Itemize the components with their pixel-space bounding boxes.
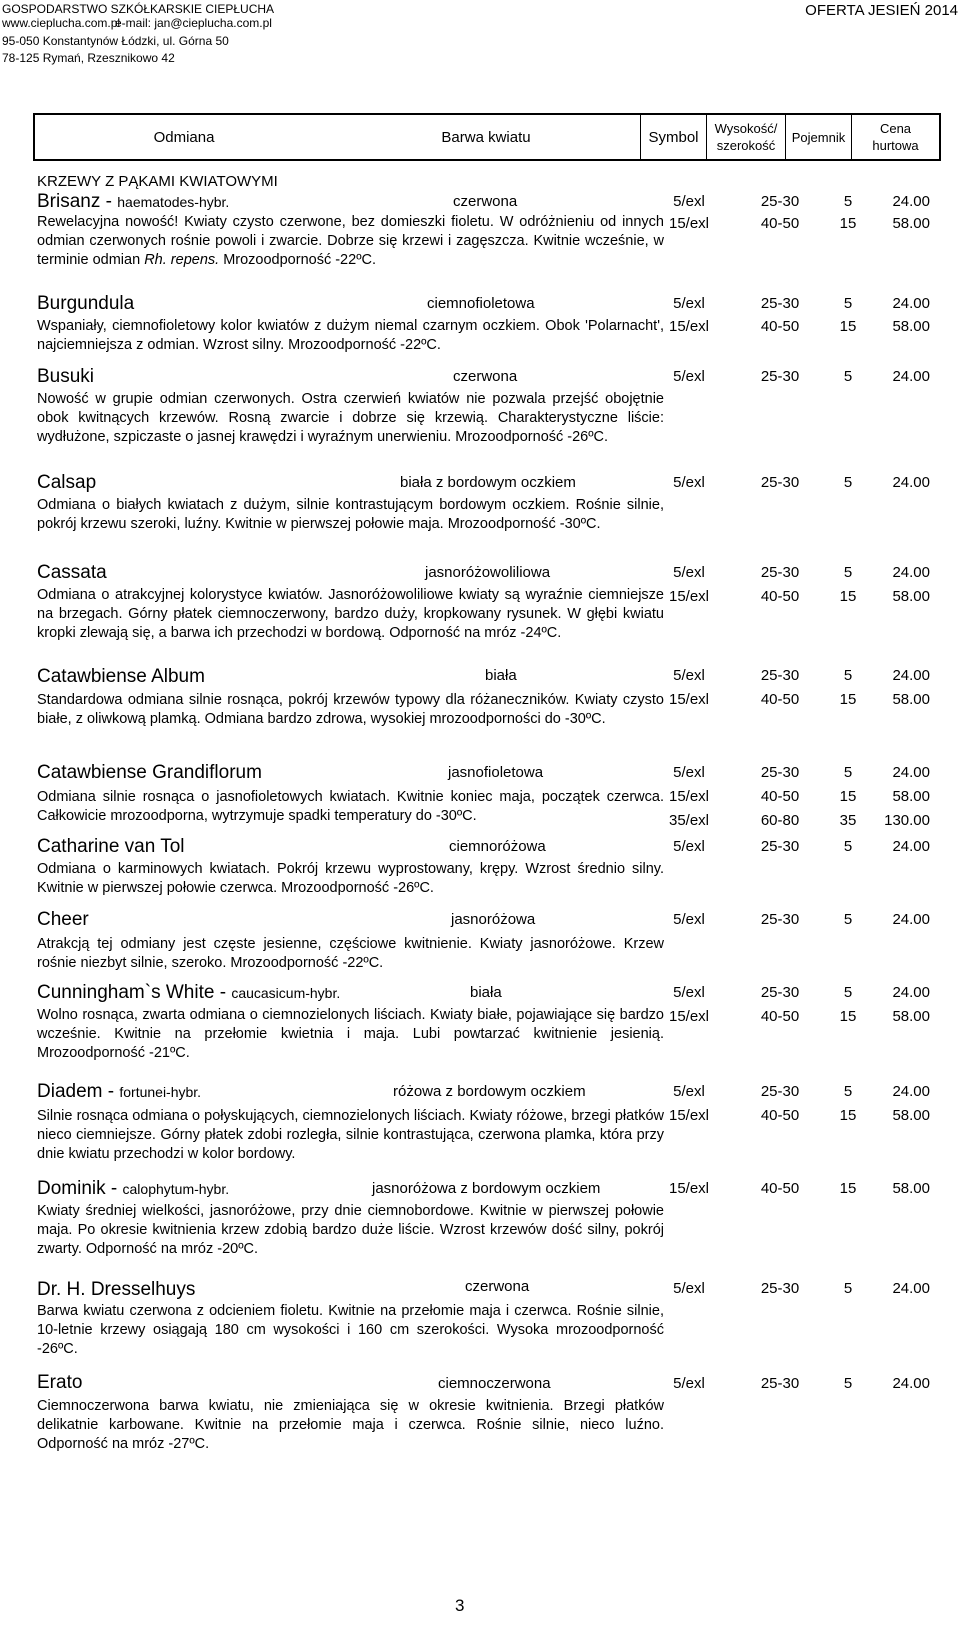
flower-color: ciemnoróżowa: [449, 838, 546, 855]
table-header: [33, 113, 941, 161]
size-symbol: 5/exl: [673, 193, 705, 210]
variety-name: [37, 1178, 229, 1200]
offer-title: OFERTA JESIEŃ 2014: [805, 2, 958, 19]
address-line-2: 78-125 Rymań, Rzesznikowo 42: [2, 51, 175, 65]
size-height: 40-50: [760, 691, 800, 708]
variety-name: Cheer: [37, 909, 89, 930]
variety-name-text: Cunningham`s White -: [37, 982, 227, 1003]
size-height: 40-50: [760, 788, 800, 805]
size-height: 25-30: [760, 368, 800, 385]
flower-color: czerwona: [453, 193, 518, 210]
variety-name: Catawbiense Album: [37, 666, 205, 687]
variety-description: Wolno rosnąca, zwarta odmiana o ciemnozielonych liściach. Kwiaty białe, pojawiające się bardzo wcześnie. Kwitnie na przełomie kwietnia i maja. Lubi powtarzać kwitnienie jesienią. Mrozoodporność -21ºC.: [37, 1007, 664, 1061]
size-height: 40-50: [760, 1107, 800, 1124]
size-container: 5: [843, 474, 853, 491]
size-symbol: 15/exl: [668, 1008, 710, 1025]
flower-color: ciemnoczerwona: [438, 1375, 551, 1392]
description-italic: Rh. repens.: [144, 252, 220, 268]
page-number: 3: [455, 1596, 465, 1615]
size-height: 40-50: [760, 1180, 800, 1197]
variety-name: Calsap: [37, 472, 97, 493]
size-height: 25-30: [760, 564, 800, 581]
size-symbol: 15/exl: [668, 691, 710, 708]
size-height: 25-30: [760, 474, 800, 491]
size-price: 58.00: [892, 1180, 930, 1197]
variety-description: Kwiaty średniej wielkości, jasnoróżowe, przy dnie ciemnobordowe. Kwitnie w pierwszej połowie maja. Po okresie kwitnienia krzew zdobią bardzo duże liście. Wzrost krzewów dość silny, pokrój zwarty. Odporność na mróz -20ºC.: [37, 1203, 664, 1257]
size-container: 5: [843, 1375, 853, 1392]
size-price: 24.00: [892, 295, 930, 312]
variety-description: Nowość w grupie odmian czerwonych. Ostra czerwień kwiatów nie pozwala przejść obojętnie obok kwitnących krzewów. Rosną zwarcie i dobrze się krzewią. Charakterystyczne liście: wydłużone, szpiczaste o jasnej krawędzi i wyraźnym unerwieniu. Mrozoodporność -26ºC.: [37, 391, 664, 445]
size-symbol: 5/exl: [673, 667, 705, 684]
size-container: 5: [843, 1083, 853, 1100]
size-symbol: 5/exl: [673, 295, 705, 312]
size-price: 24.00: [892, 1280, 930, 1297]
size-container: 15: [839, 691, 857, 708]
size-height: 40-50: [760, 215, 800, 232]
size-height: 40-50: [760, 1008, 800, 1025]
size-price: 58.00: [892, 1008, 930, 1025]
variety-name: Busuki: [37, 366, 95, 387]
variety-description: Odmiana o atrakcyjnej kolorystyce kwiatów. Jasnoróżowoliliowe kwiaty są wyraźnie ciemniejsze na brzegach. Górny płatek ciemnoczerwony, bardzo duży, kropkowany rysunek. W głębi kwiatu kropki zlewają się, a barwa ich przechodzi w bordową. Odporność na mróz -24ºC.: [37, 587, 664, 641]
size-height: 40-50: [760, 318, 800, 335]
variety-name-text: Brisanz -: [37, 191, 112, 212]
size-symbol: 5/exl: [673, 564, 705, 581]
size-height: 25-30: [760, 1375, 800, 1392]
size-price: 24.00: [892, 667, 930, 684]
variety-hybrid: fortunei-hybr.: [119, 1084, 202, 1100]
size-container: 15: [839, 318, 857, 335]
size-price: 58.00: [892, 318, 930, 335]
flower-color: jasnofioletowa: [448, 764, 544, 781]
column-header-height-width-line2: szerokość: [716, 138, 776, 153]
size-price: 24.00: [892, 1375, 930, 1392]
size-price: 24.00: [892, 764, 930, 781]
size-container: 15: [839, 1008, 857, 1025]
size-height: 40-50: [760, 588, 800, 605]
size-container: 5: [843, 764, 853, 781]
variety-name: [37, 982, 340, 1004]
size-container: 5: [843, 838, 853, 855]
size-container: 5: [843, 368, 853, 385]
size-price: 58.00: [892, 215, 930, 232]
size-price: 24.00: [892, 1083, 930, 1100]
column-header-price: [852, 115, 939, 159]
size-price: 24.00: [892, 474, 930, 491]
size-height: 25-30: [760, 838, 800, 855]
column-header-height-width-line1: Wysokość/: [714, 121, 778, 136]
size-symbol: 15/exl: [668, 1107, 710, 1124]
size-container: 15: [839, 215, 857, 232]
variety-description: Standardowa odmiana silnie rosnąca, pokrój krzewów typowy dla różaneczników. Kwiaty czysto białe, z oliwkową plamką. Odmiana bardzo zdrowa, wysokiej mrozoodporności do -30ºC.: [37, 692, 664, 727]
size-price: 24.00: [892, 838, 930, 855]
flower-color: biała z bordowym oczkiem: [400, 474, 576, 491]
flower-color: różowa z bordowym oczkiem: [393, 1083, 586, 1100]
size-container: 5: [843, 984, 853, 1001]
size-symbol: 5/exl: [673, 1083, 705, 1100]
size-container: 15: [839, 1180, 857, 1197]
size-container: 15: [839, 1107, 857, 1124]
flower-color: czerwona: [453, 368, 518, 385]
size-symbol: 35/exl: [668, 812, 710, 829]
size-height: 25-30: [760, 193, 800, 210]
size-price: 24.00: [892, 564, 930, 581]
size-symbol: 5/exl: [673, 911, 705, 928]
size-symbol: 5/exl: [673, 838, 705, 855]
variety-description: Barwa kwiatu czerwona z odcieniem fioletu. Kwitnie na przełomie maja i czerwca. Rośnie silnie, 10-letnie krzewy osiągają 180 cm wysokości i 160 cm szerokości. Wysoka mrozoodporność -26ºC.: [37, 1303, 664, 1357]
variety-name: Catharine van Tol: [37, 836, 185, 857]
column-header-variety: Odmiana: [153, 128, 215, 146]
column-header-price-line1: Cena: [879, 121, 912, 136]
flower-color: biała: [470, 984, 502, 1001]
size-container: 15: [839, 788, 857, 805]
variety-hybrid: haematodes-hybr.: [117, 194, 230, 210]
flower-color: jasnoróżowa z bordowym oczkiem: [372, 1180, 601, 1197]
variety-description: Atrakcją tej odmiany jest częste jesienne, częściowe kwitnienie. Kwiaty jasnoróżowe. Krzew rośnie niezbyt silnie, szeroko. Mrozoodporność -22ºC.: [37, 936, 664, 971]
description-text: Rewelacyjna nowość! Kwiaty czysto czerwone, bez domieszki fioletu. W odróżnieniu od innych odmian czerwonych rośnie powoli i zwarcie. Dobrze się krzewi i zagęszcza. Kwitnie wcześnie, w terminie odmian: [37, 214, 664, 268]
size-container: 5: [843, 193, 853, 210]
size-height: 25-30: [760, 984, 800, 1001]
variety-description: Odmiana o białych kwiatach z dużym, silnie kontrastującym bordowym oczkiem. Rośnie silnie, pokrój krzewu szeroki, luźny. Kwitnie w pierwszej połowie maja. Mrozoodporność -30ºC.: [37, 497, 664, 532]
size-symbol: 15/exl: [668, 588, 710, 605]
flower-color: czerwona: [465, 1278, 530, 1295]
variety-description: Ciemnoczerwona barwa kwiatu, nie zmieniająca się w okresie kwitnienia. Brzegi płatków delikatnie karbowane. Kwitnie na przełomie maja i czerwca. Rośnie silnie, nieco luźno. Odporność na mróz -27ºC.: [37, 1398, 664, 1452]
column-header-price-line2: hurtowa: [872, 138, 919, 153]
size-price: 24.00: [892, 368, 930, 385]
size-symbol: 15/exl: [668, 215, 710, 232]
flower-color: biała: [485, 667, 517, 684]
company-name: GOSPODARSTWO SZKÓŁKARSKIE CIEPŁUCHA: [2, 2, 275, 16]
size-symbol: 5/exl: [673, 984, 705, 1001]
size-height: 25-30: [760, 911, 800, 928]
size-height: 25-30: [760, 764, 800, 781]
size-price: 24.00: [892, 984, 930, 1001]
size-height: 25-30: [760, 667, 800, 684]
flower-color: ciemnofioletowa: [427, 295, 535, 312]
size-container: 5: [843, 1280, 853, 1297]
variety-name: Burgundula: [37, 293, 135, 314]
size-container: 15: [839, 588, 857, 605]
column-header-symbol: Symbol: [648, 128, 699, 146]
section-title: KRZEWY Z PĄKAMI KWIATOWYMI: [37, 173, 278, 190]
size-height: 60-80: [760, 812, 800, 829]
size-container: 5: [843, 911, 853, 928]
variety-hybrid: calophytum-hybr.: [122, 1181, 230, 1197]
size-price: 130.00: [884, 812, 930, 829]
flower-color: jasnoróżowoliliowa: [425, 564, 551, 581]
size-symbol: 5/exl: [673, 1375, 705, 1392]
description-text-end: Mrozoodporność -22ºC.: [223, 252, 376, 268]
variety-description: Odmiana o karminowych kwiatach. Pokrój krzewu wyprostowany, krępy. Wzrost średnio silny. Kwitnie w pierwszej połowie czerwca. Mrozoodporność -26ºC.: [37, 861, 664, 896]
variety-hybrid: caucasicum-hybr.: [231, 985, 341, 1001]
size-container: 5: [843, 667, 853, 684]
size-symbol: 5/exl: [673, 1280, 705, 1297]
size-container: 5: [843, 295, 853, 312]
size-price: 24.00: [892, 911, 930, 928]
variety-name-text: Diadem -: [37, 1081, 115, 1102]
flower-color: jasnoróżowa: [451, 911, 536, 928]
size-symbol: 5/exl: [673, 368, 705, 385]
variety-name: [37, 1081, 201, 1103]
variety-description: Silnie rosnąca odmiana o połyskujących, ciemnozielonych liściach. Kwiaty różowe, brzegi płatków nieco ciemniejsze. Górny płatek zdobi rozległa, silnie kontrastująca, czerwona plamka, która przy dnie kwiatu przechodzi w kolor bordowy.: [37, 1108, 664, 1162]
variety-name: Cassata: [37, 562, 107, 583]
size-price: 58.00: [892, 1107, 930, 1124]
size-symbol: 15/exl: [668, 788, 710, 805]
size-price: 58.00: [892, 691, 930, 708]
size-height: 25-30: [760, 295, 800, 312]
column-header-height-width: [707, 115, 785, 159]
size-symbol: 15/exl: [668, 318, 710, 335]
email-link[interactable]: e-mail: jan@cieplucha.com.pl: [115, 16, 272, 30]
size-height: 25-30: [760, 1280, 800, 1297]
variety-name: Catawbiense Grandiflorum: [37, 762, 262, 783]
website-link[interactable]: www.cieplucha.com.pl: [2, 16, 121, 30]
address-line-1: 95-050 Konstantynów Łódzki, ul. Górna 50: [2, 34, 229, 48]
variety-name: [37, 191, 229, 213]
size-symbol: 15/exl: [668, 1180, 710, 1197]
size-container: 35: [839, 812, 857, 829]
variety-name: Dr. H. Dresselhuys: [37, 1279, 196, 1300]
variety-description: [37, 213, 664, 270]
column-header-flower-color: Barwa kwiatu: [441, 128, 531, 146]
column-header-container: Pojemnik: [791, 129, 846, 145]
variety-name-text: Dominik -: [37, 1178, 118, 1199]
size-price: 24.00: [892, 193, 930, 210]
size-price: 58.00: [892, 788, 930, 805]
variety-description: Odmiana silnie rosnąca o jasnofioletowych kwiatach. Kwitnie koniec maja, początek czerwca. Całkowicie mrozoodporna, wytrzymuje spadki temperatury do -30ºC.: [37, 789, 664, 824]
size-height: 25-30: [760, 1083, 800, 1100]
size-price: 58.00: [892, 588, 930, 605]
size-symbol: 5/exl: [673, 764, 705, 781]
size-container: 5: [843, 564, 853, 581]
size-symbol: 5/exl: [673, 474, 705, 491]
variety-name: Erato: [37, 1372, 83, 1393]
variety-description: Wspaniały, ciemnofioletowy kolor kwiatów z dużym niemal czarnym oczkiem. Obok 'Polarnacht', najciemniejsza z odmian. Wzrost silny. Mrozoodporność -22ºC.: [37, 318, 664, 353]
